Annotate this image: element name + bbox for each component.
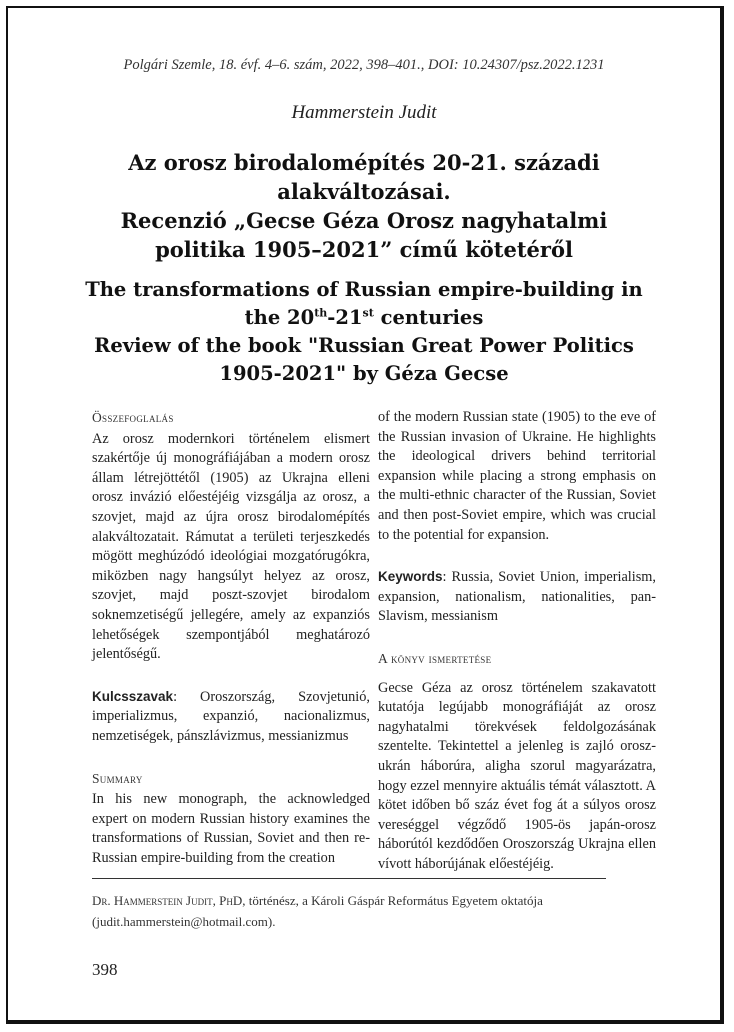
english-title-fragment: centuries: [373, 306, 484, 329]
hungarian-title-line: Az orosz birodalomépítés 20-21. századi: [128, 150, 600, 175]
footnote-email: (judit.hammerstein@hotmail.com).: [92, 914, 276, 929]
keywords-label: Kulcsszavak: [92, 688, 174, 704]
left-column: [92, 408, 370, 868]
keywords-label: Keywords: [378, 569, 443, 585]
english-title-fragment: -21: [327, 306, 363, 329]
abstract-heading: Összefoglalás: [92, 410, 174, 425]
keywords-hu: [92, 687, 370, 747]
hungarian-title-line: Recenzió „Gecse Géza Orosz nagyhatalmi: [120, 208, 608, 233]
right-column: [378, 408, 656, 874]
author-name: Hammerstein Judit: [291, 102, 437, 123]
review-heading: A könyv ismertetése: [378, 650, 492, 666]
keywords-list: : Russia, Soviet Union, imperialism, expansion, nationalism, nationalities, pan-Slavism, messianism: [378, 569, 656, 625]
footnote-divider: [92, 878, 606, 879]
english-title-line: Review of the book "Russian Great Power Politics: [94, 334, 634, 357]
summary-heading: Summary: [92, 770, 143, 786]
abstract-paragraph: Az orosz modernkori történelem elismert szakértője új monográfiájában a modern orosz állam létrejöttétől (1905) az Ukrajna elleni orosz invázió előestéjéig vizsgálja az orosz, a szovjet, majd az újra orosz birodalomépítés alakváltozatait. Rámutat a területi terjeszkedés mögött meghúzódó ideológiai mozgatórugókra, miközben nagy hangsúlyt helyez az orosz, szovjet, majd poszt-szovjet birodalom soknemzetiségű jellegére, amely az expanziós lehetőségek szempontjából meghatározó jelentőségű.: [92, 430, 370, 663]
footnote-affiliation: történész, a Károli Gáspár Református Egyetem oktatója: [245, 893, 543, 908]
hungarian-title: [68, 148, 660, 264]
english-title-line: 1905-2021" by Géza Gecse: [219, 362, 509, 385]
author-footnote: [92, 890, 632, 932]
review-paragraph: Gecse Géza az orosz történelem szakavatott kutatója legújabb monográfiáját az orosz nagyhatalmi törekvések feldolgozásának szentelte. Tekintettel a jelenleg is zajló orosz-ukrán háborúra, aligha szorul magyarázatra, hogy ezzel mennyire aktuális témát választott. A kötet időben bő száz évet fog át a súlyos orosz vereséggel végződő 1905-ös japán-orosz háborútól kezdődően Oroszország Ukrajna ellen vívott háborújának előestéjéig.: [378, 679, 656, 872]
keywords-en: [378, 567, 656, 627]
english-title-fragment: the 20: [244, 306, 315, 329]
journal-citation: Polgári Szemle, 18. évf. 4–6. szám, 2022, 398–401., DOI: 10.24307/psz.2022.1231: [123, 57, 605, 73]
hungarian-title-line: alakváltozásai.: [277, 179, 451, 204]
keywords-list: : Oroszország, Szovjetunió, imperializmus, expanzió, nacionalizmus, nemzetiségek, pánszlávizmus, messianizmus: [92, 688, 370, 744]
summary-paragraph: In his new monograph, the acknowledged expert on modern Russian history examines the transformations of Russian, Soviet and then re-Russian empire-building from the creation: [92, 791, 370, 866]
english-title-line: The transformations of Russian empire-building in: [85, 278, 643, 301]
hungarian-title-line: politika 1905–2021” című kötetéről: [155, 237, 573, 262]
summary-continuation: of the modern Russian state (1905) to the eve of the Russian invasion of Ukraine. He highlights the ideological drivers behind territorial expansion while placing a strong emphasis on the multi-ethnic character of the Russian, Soviet and then post-Soviet empire, which was crucial to the potential for expansion.: [378, 409, 656, 543]
page-number: 398: [92, 960, 118, 979]
document-page: [6, 6, 724, 1024]
footnote-author-name: Dr. Hammerstein Judit, PhD,: [92, 893, 246, 908]
english-title: [48, 276, 680, 388]
english-title-line: [48, 304, 680, 332]
ordinal-superscript: st: [362, 306, 374, 320]
ordinal-superscript: th: [314, 306, 328, 320]
